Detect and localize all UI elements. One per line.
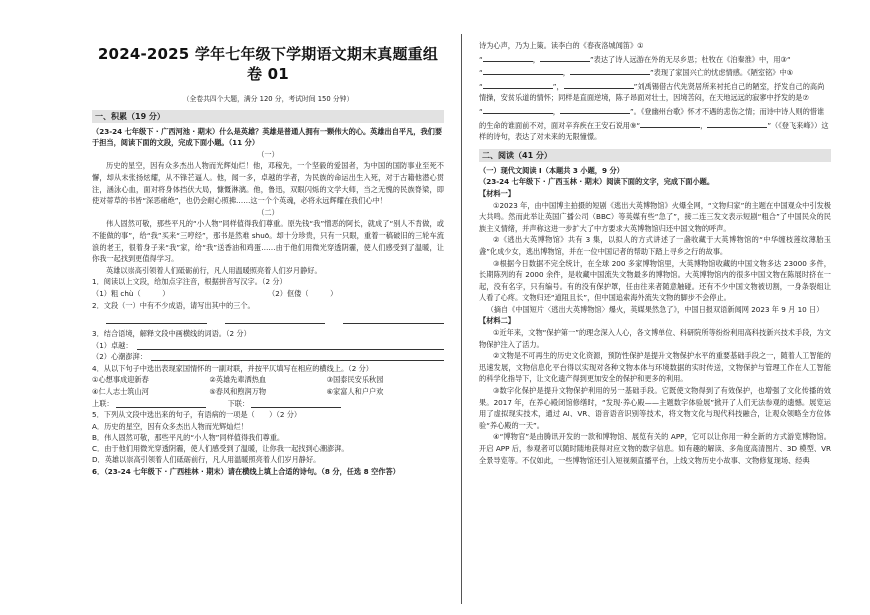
question-5-option-a: A．历史的星空，因有众多杰出人物而光辉灿烂！	[92, 421, 248, 431]
poetry-line-3: “ ， ”表现了家国兴亡的忧虑情感。《陋室铭》中⑤	[479, 65, 831, 79]
poetry-text: ”。《登幽州台歌》怀才不遇的悲伤之情；而诗中诗人则的惜谁的生命的谁面前不对，面对辛弃疾在王安石说用⑨“	[479, 106, 825, 130]
upper-couplet-label: 上联：	[92, 398, 114, 408]
upper-couplet-blank[interactable]	[116, 398, 206, 408]
lower-couplet-blank[interactable]	[251, 398, 341, 408]
poetry-blank[interactable]	[707, 118, 767, 128]
question-3-label-b: （2）心潮澎湃：	[92, 352, 147, 362]
question-4-options	[92, 374, 444, 397]
lower-couplet-label: 下联：	[227, 398, 250, 408]
poetry-blank[interactable]	[560, 104, 630, 114]
right-column	[479, 40, 831, 466]
question-1-items	[92, 288, 444, 300]
question-3: 3．结合语境，解释文段中画横线的词语。（2 分）	[92, 329, 251, 339]
reading-intro: （23-24 七年级下 · 广西玉林 · 期末）阅读下面的文字，完成下面小题。	[479, 177, 715, 187]
exam-subtitle: （全卷共四个大题，满分 120 分，考试时间 150 分钟）	[182, 95, 354, 103]
question-5-option-d: D．英雄以崇高引领着人们砥砺前行，凡人用温暖照亮着人们岁月静好。	[92, 455, 321, 465]
poetry-text: ，	[562, 68, 570, 78]
question-intro: （23-24 七年级下 · 广西河池 · 期末）什么是英雄？英雄是普通人拥有一颗伟大的心。英雄出自平凡，我们要于担当，阅读下面的文段，完成下面小题。（11 分）	[92, 126, 443, 148]
part-label-1: （一）	[257, 149, 279, 159]
material-1-label: 【材料一】	[479, 188, 515, 198]
question-1-item-a: （1）粗 chù（ ）	[92, 288, 170, 298]
poetry-blank[interactable]	[540, 52, 590, 62]
poetry-blank[interactable]	[570, 65, 650, 75]
question-2-answer-lines	[106, 314, 444, 324]
material-1-paragraph-3: ③根据今日数据不完全统计，在全球 200 多家博物馆里，大英博物馆收藏的中国文物多达 23000 多件，长期陈列的有 2000 余件，是收藏中国流失文物最多的博物馆。大英博物馆内的很多中国文物在陈展时挤在一起，没有名字，只有编号。有的没有保护罩，任由往来者随意触碰。还有不少中国文物被切割，一身条裂组让人看了心疼。文物归还“道阻且长”，但中国追索海外流失文物的脚步不会停止。	[479, 258, 831, 303]
question-5: 5．下列从文段中选出来的句子，有语病的一项是（ ）（2 分）	[92, 410, 302, 420]
poetry-line-4: “ ”， ”刘禹锡借古代先贤居所来衬托自己的陋室，抒发自己的高尚情操，安贫乐道的情怀；同样是直面逆境，陈子昂面对壮士，因境苦闷，在天地远远的寂寥中抒发的是⑦	[479, 79, 831, 104]
poetry-line-1	[479, 40, 831, 52]
left-column	[92, 30, 444, 477]
poetry-text: ”（《登飞来峰》）这样的诗句，表达了对未来的无限憧憬。	[479, 120, 829, 142]
option-item: ①心想事成迎新春	[92, 375, 149, 385]
poetry-text: ”，	[552, 81, 564, 91]
passage-part-2: 伟人固然可敬，那些平凡的“小人物”同样值得我们尊重。原先钱“我”憎恶的阿长，就成了“别人不肯做，或不能做的事”，给“我”买来“三哼经”，那书是然难 shuō。却十分珍贵，只有一只眼，重着一稿破旧的三轮车流浪的老王，很着身子来“我”家，给“我”送香油和鸡蛋……由于他们用微光穿透阴霾，使人们感受到了温暖，让你我一起找到更值得学习。	[92, 219, 444, 264]
material-2-paragraph-1: ①近年来，文物“保护第一”的理念深入人心，各文博单位、科研院所等纷纷利用高科技新兴技术手段，为文物保护注入了活力。	[479, 328, 831, 349]
answer-blank[interactable]	[151, 351, 444, 361]
question-5-option-b: B．伟人固然可敬，那些平凡的“小人物”同样值得我们尊重。	[92, 433, 285, 443]
poetry-blank[interactable]	[483, 79, 553, 89]
answer-blank[interactable]	[343, 314, 444, 324]
question-3-item-b	[92, 351, 444, 363]
question-3-item-a	[92, 340, 444, 352]
poetry-blank[interactable]	[483, 104, 553, 114]
section-heading-accumulation: 一、积累（19 分）	[92, 110, 444, 123]
question-4: 4．从以下句子中选出表现家国情怀的一副对联，并按平仄填写在相应的横线上。（2 分）	[92, 363, 373, 373]
question-6: 6．（23-24 七年级下 · 广西桂林 · 期末）请在横线上填上合适的诗句。（8 分，任选 8 空作答）	[92, 466, 400, 476]
poetry-blank[interactable]	[640, 118, 700, 128]
poetry-text: 诗为心声，乃为上策。读李白的《春夜洛城闻笛》①	[479, 41, 644, 50]
question-1-item-b: （2）伛偻（ ）	[268, 288, 338, 298]
section-heading-reading: 二、阅读（41 分）	[479, 149, 831, 162]
material-2-paragraph-2: ②文物是不可再生的历史文化资源，预防性保护是提升文物保护水平的重要基础手段之一，随着人工智能的迅速发展，文物信息化平台得以实现对各种文物本体与环境数据的实时传送，文物保护与管理工作在人工智能的科学化指导下，让文化遗产得到更加安全的保护和更多的利用。	[479, 351, 831, 384]
poetry-blank[interactable]	[483, 65, 563, 75]
option-item: ④仁人志士筑山河	[92, 387, 149, 397]
material-1-paragraph-1: ①2023 年，由中国博主拍摄的短剧《逃出大英博物馆》火爆全网，“文物归家”的主题在中国观众中引发极大共鸣。然而此举让英国广播公司（BBC）等英媒有些“急了”，接二连三发文表示短剧“粗合”了中国民众的民族主义情绪，并声称这进一步扩大了中方要求大英博物馆归还中国文物的呼声。	[479, 200, 831, 233]
option-item: ②英雄先辈洒热血	[209, 375, 267, 385]
passage-part-1: 历史的星空，因有众多杰出人物而光辉灿烂！他，邓稼先，一个坚毅的爱国者，为中国的国防事业至死不懈，却从未张扬炫耀，从不锋芒逼人。他，闻一多，卓越的学者，为民族的命运出生入死，对于古籍他潜心贯注，涵泳心血，面对将身体挡伏大局，慷慨淋漓。他，鲁迅，双眼闪烁的文学大师，当之无愧的民族脊梁，即使对蒂草的书皆“深恶痛绝”，也仍会耐心照拂……这一个个英魂，必将永远辉耀在我们心中！	[92, 161, 444, 206]
material-2-label: 【材料二】	[479, 316, 515, 326]
couplet-answer-row	[92, 398, 444, 410]
poetry-line-2: “ ， ”表达了诗人远游在外的无尽乡思；杜牧在《泊秦淮》中，用③“	[479, 52, 831, 66]
poetry-text: ”刘禹锡借古代先贤居所来衬托自己的陋室，抒发自己的高尚情操，安贫乐道的情怀；同样是直面逆境，陈子昂面对壮士，因境苦闷，在天地远远的寂寥中抒发的是⑦	[479, 81, 825, 103]
subsection-heading: （一）现代文阅读 I（本题共 3 小题，9 分）	[479, 165, 624, 175]
poetry-text: ”表达了诗人远游在外的无尽乡思；杜牧在《泊秦淮》中，用③“	[589, 54, 791, 64]
passage-part-3: 英雄以崇高引领着人们砥砺前行，凡人用温暖照亮着人们岁月静好。	[106, 265, 322, 275]
poetry-blank[interactable]	[564, 79, 634, 89]
material-1-source: （摘自《中国短片〈逃出大英博物馆〉爆火，英媒果然急了》，中国日报双语新闻网 2023 年 9 月 10 日）	[486, 304, 824, 314]
poetry-text: ”表现了家国兴亡的忧虑情感。《陋室铭》中⑤	[649, 68, 794, 78]
poetry-line-5: “ ， ”。《登幽州台歌》怀才不遇的悲伤之情；而诗中诗人则的惜谁的生命的谁面前不对，面对辛弃疾在王安石说用⑨“ ， ”（《登飞来峰》）这样的诗句，表达了对未来的无限憧憬。	[479, 104, 831, 143]
option-item: ⑥家富人和户户欢	[326, 387, 384, 397]
column-divider	[461, 34, 462, 604]
question-5-option-c: C．由于他们用微光穿透阴霾，使人们感受到了温暖，让你我一起找到心潮澎湃。	[92, 444, 349, 454]
answer-blank[interactable]	[106, 314, 207, 324]
poetry-blank[interactable]	[483, 52, 533, 62]
question-1: 1．阅读以上文段，给加点字注音，根据拼音写汉字。（2 分）	[92, 277, 287, 287]
material-2-paragraph-3: ③数字化保护是提升文物保护利用的另一基础手段。它既使文物得到了有效保护，也增强了文化传播的效果。2017 年，在养心殿闭馆修缮时，“发现·养心殿——主题数字体验展”掀开了人们无法参观的遗憾。展览运用了虚拟现实技术，通过 AI、VR、语音语音识别等技术，将文物文化与现代科技融合，让观众领略全方位体验“养心殿的一天”。	[479, 386, 831, 430]
material-2-paragraph-4: ④“博物官”是由腾讯开发的一款和博物馆、展览有关的 APP，它可以让你用一种全新的方式游览博物馆。开启 APP 后，参观者可以随时随地获得对应文物的数字信息。如有趣的解读、多角度高清图片、3D 模型、VR 全景导览等。不仅如此，一些博物馆还引入短视频直播平台，上线文物历史小故事、文物修复现场、经典	[479, 432, 831, 465]
question-2: 2．文段（一）中有不少成语，请写出其中的三个。	[92, 300, 255, 310]
part-label-2: （二）	[257, 207, 279, 217]
option-item: ③国泰民安乐秋园	[326, 375, 384, 385]
answer-blank[interactable]	[225, 314, 326, 324]
option-item: ⑤春风和煦润万物	[209, 387, 267, 397]
question-3-label-a: （1）卓越：	[92, 340, 133, 350]
answer-blank[interactable]	[137, 340, 444, 350]
page-title: 2024-2025 学年七年级下学期语文期末真题重组卷 01	[97, 45, 439, 83]
material-1-paragraph-2: ②《逃出大英博物馆》共有 3 集，以拟人的方式讲述了一盏收藏于大英博物馆的“中华缠枝莲纹薄胎玉盏”化成少女，逃出博物馆，并在一位中国记者的帮助下踏上寻乡之行的故事。	[479, 235, 831, 256]
